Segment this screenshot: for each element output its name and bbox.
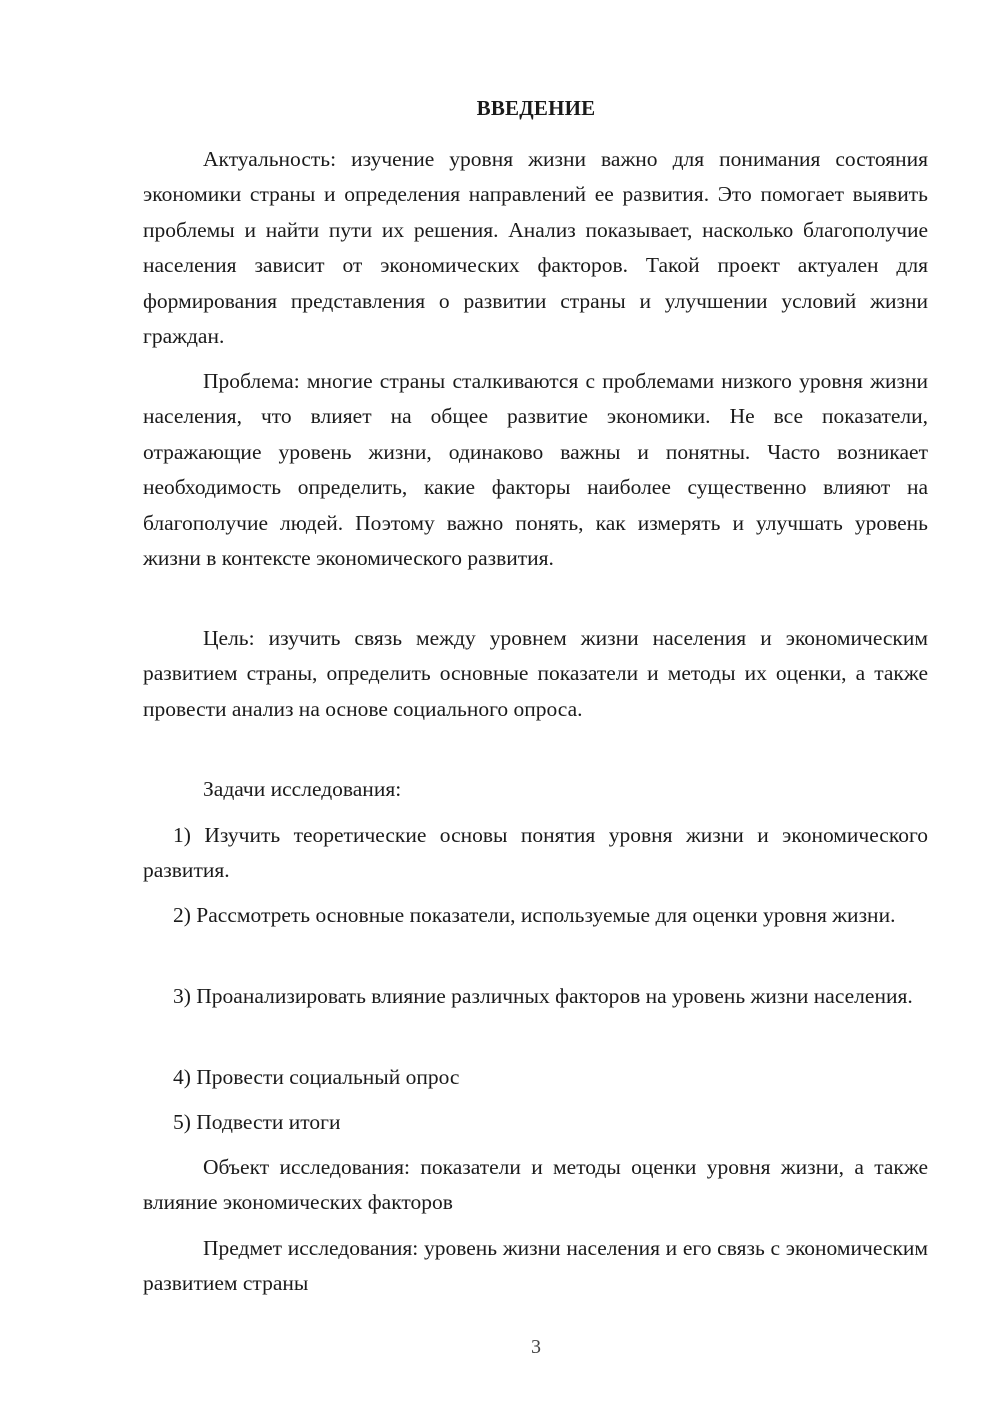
relevance-text: Актуальность: изучение уровня жизни важно для понимания состояния экономики страны и определения направлений ее развития. Это помогает выявить проблемы и найти пути их решения. Анализ показывает, насколько благополучие населения зависит от экономических факторов. Такой проект актуален для формирования представления о развитии страны и улучшении условий жизни граждан. bbox=[143, 147, 928, 349]
list-item: 5) Подвести итоги bbox=[173, 1110, 341, 1134]
paragraph-goal bbox=[143, 621, 928, 727]
task-item-5 bbox=[143, 1105, 928, 1140]
problem-text: Проблема: многие страны сталкиваются с проблемами низкого уровня жизни населения, что влияет на общее развитие экономики. Не все показатели, отражающие уровень жизни, одинаково важны и понятны. Часто возникает необходимость определить, какие факторы наиболее существенно влияют на благополучие людей. Поэтому важно понять, как измерять и улучшать уровень жизни в контексте экономического развития. bbox=[143, 369, 928, 571]
task-item-4 bbox=[143, 1060, 928, 1095]
task-item-2 bbox=[143, 898, 928, 933]
task-item-3 bbox=[143, 979, 928, 1014]
paragraph-object bbox=[143, 1150, 928, 1221]
page-number: 3 bbox=[531, 1336, 541, 1358]
task-item-1 bbox=[143, 818, 928, 889]
goal-text: Цель: изучить связь между уровнем жизни населения и экономическим развитием страны, определить основные показатели и методы их оценки, а также провести анализ на основе социального опроса. bbox=[143, 626, 928, 721]
list-item: 2) Рассмотреть основные показатели, используемые для оценки уровня жизни. bbox=[173, 903, 896, 927]
list-item: 1) Изучить теоретические основы понятия уровня жизни и экономического развития. bbox=[143, 823, 928, 883]
list-item: 3) Проанализировать влияние различных факторов на уровень жизни населения. bbox=[173, 984, 913, 1008]
paragraph-relevance bbox=[143, 142, 928, 354]
page-title: ВВЕДЕНИЕ bbox=[476, 96, 596, 120]
object-text: Объект исследования: показатели и методы оценки уровня жизни, а также влияние экономических факторов bbox=[143, 1155, 928, 1215]
tasks-heading-block bbox=[143, 772, 928, 807]
list-item: 4) Провести социальный опрос bbox=[173, 1065, 460, 1089]
paragraph-subject bbox=[143, 1231, 928, 1302]
paragraph-problem bbox=[143, 364, 928, 576]
tasks-heading: Задачи исследования: bbox=[203, 777, 402, 801]
subject-text: Предмет исследования: уровень жизни населения и его связь с экономическим развитием страны bbox=[143, 1236, 928, 1296]
